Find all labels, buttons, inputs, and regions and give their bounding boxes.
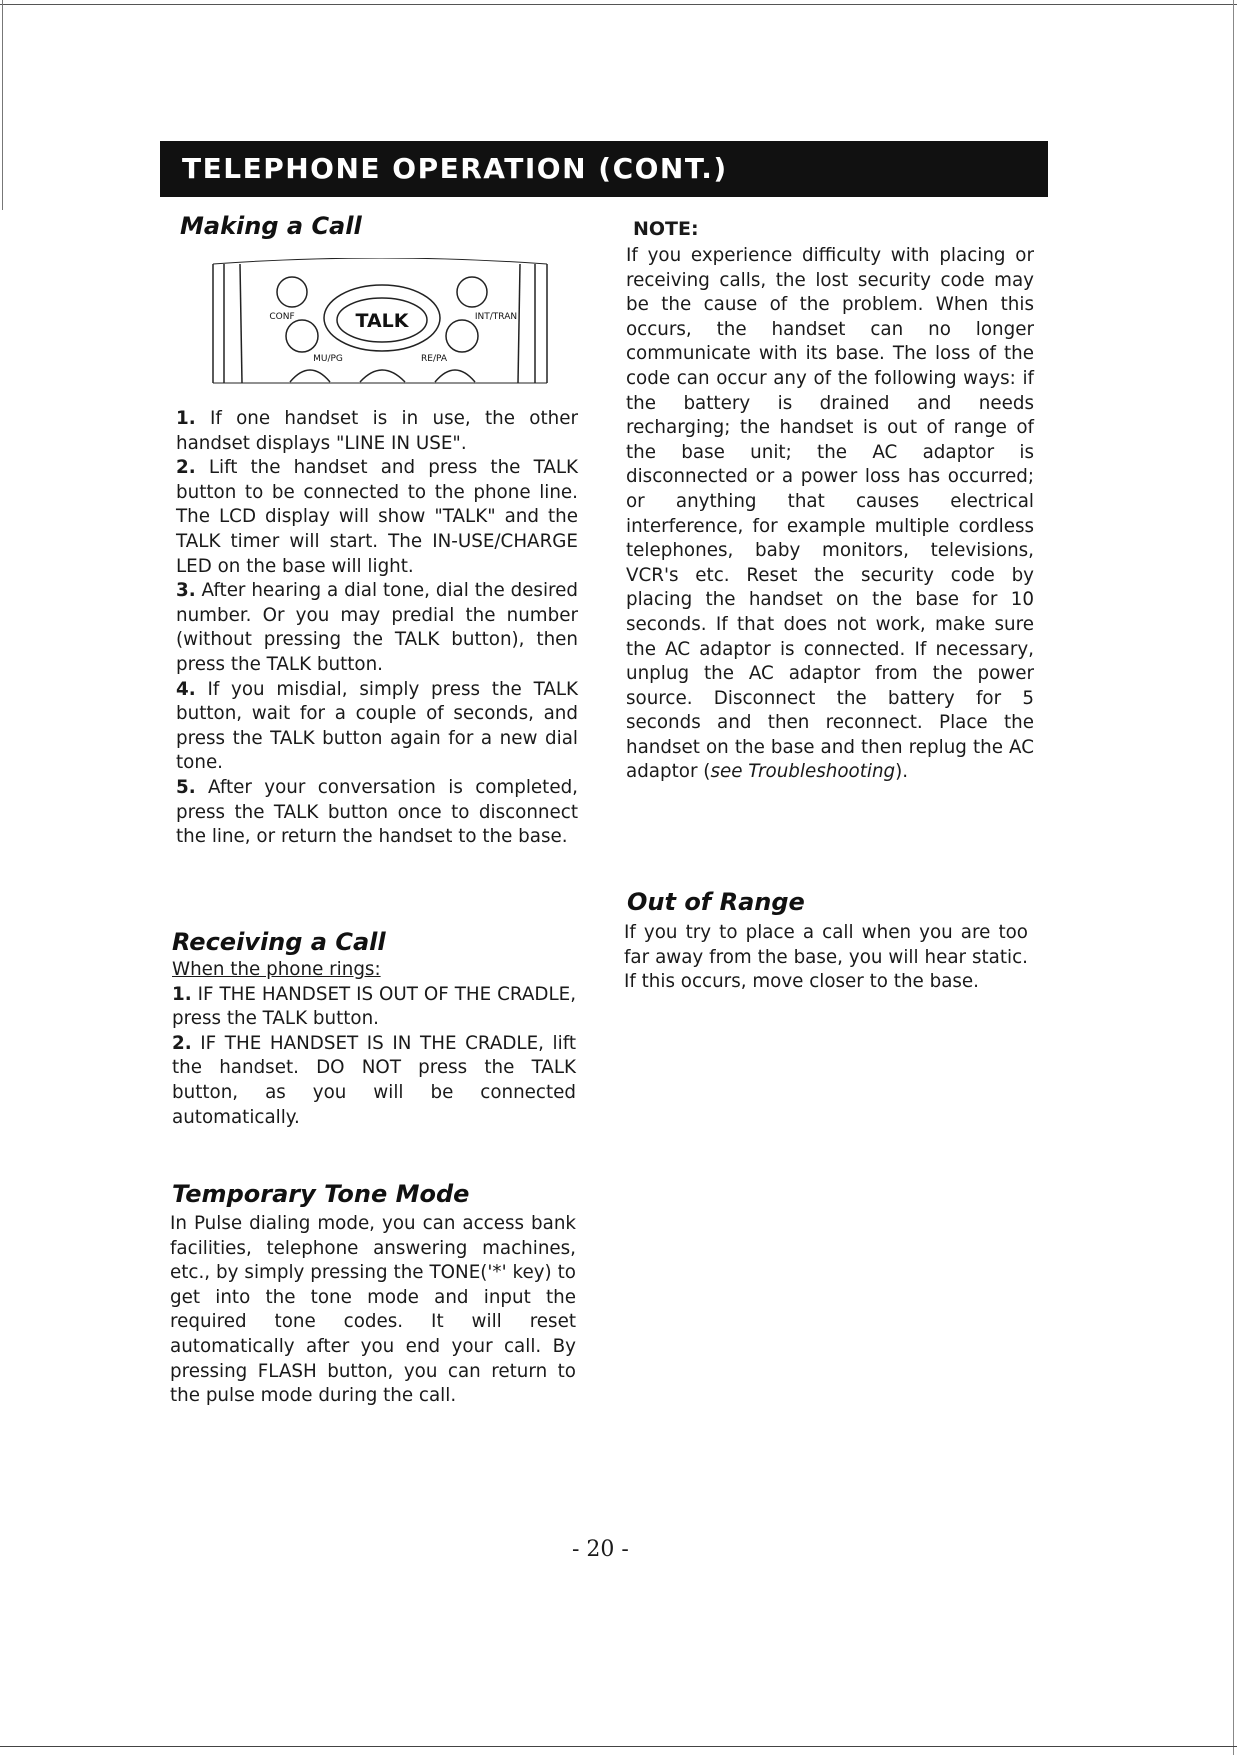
- talk-button-label: TALK: [355, 310, 409, 332]
- out-of-range-body: [624, 921, 1028, 995]
- out-of-range-text: If you try to place a call when you are too far away from the base, you will hear static. If this occurs, move closer to the base.: [624, 922, 1028, 993]
- step-number: 2.: [172, 1032, 192, 1054]
- note-text-end: ).: [895, 761, 909, 783]
- step-text: IF THE HANDSET IS IN THE CRADLE, lift the handset. DO NOT press the TALK button, as you will be connected automatically.: [172, 1032, 576, 1128]
- step-text: After your conversation is completed, press the TALK button once to disconnect the line, or return the handset to the base.: [176, 776, 578, 848]
- handset-keypad-diagram: [210, 258, 550, 388]
- receiving-call-title: Receiving a Call: [172, 928, 386, 956]
- receiving-call-step: [172, 1032, 576, 1130]
- making-call-step: [176, 776, 578, 850]
- out-of-range-title: Out of Range: [627, 888, 805, 916]
- step-number: 5.: [176, 776, 196, 798]
- step-text: If you misdial, simply press the TALK button, wait for a couple of seconds, and press the TALK button again for a new dial tone.: [176, 678, 578, 774]
- step-text: If one handset is in use, the other handset displays "LINE IN USE".: [176, 408, 578, 454]
- step-number: 4.: [176, 678, 196, 700]
- re-pa-button-label: RE/PA: [421, 354, 447, 364]
- note-paragraph: [626, 244, 1034, 785]
- note-label: NOTE:: [633, 218, 699, 240]
- step-text: After hearing a dial tone, dial the desired number. Or you may predial the number (without pressing the TALK button), then press the TALK button.: [176, 580, 578, 675]
- making-call-title: Making a Call: [180, 212, 362, 240]
- step-text: IF THE HANDSET IS OUT OF THE CRADLE, press the TALK button.: [172, 983, 576, 1030]
- int-tran-button-label: INT/TRAN: [474, 312, 518, 322]
- scan-border-top: [0, 4, 1237, 5]
- temporary-tone-title: Temporary Tone Mode: [172, 1180, 470, 1208]
- section-banner: TELEPHONE OPERATION (CONT.): [160, 141, 1048, 197]
- making-call-steps: [176, 407, 578, 850]
- making-call-step: [176, 678, 578, 776]
- making-call-step: [176, 407, 578, 456]
- temporary-tone-text: In Pulse dialing mode, you can access bank facilities, telephone answering machines, etc., by simply pressing the TONE('*' key) to get into the tone mode and input the required tone codes. It will reset automatically after you end your call. By pressing FLASH button, you can return to the pulse mode during the call.: [170, 1213, 576, 1407]
- making-call-step: [176, 456, 578, 579]
- note-text: If you experience difficulty with placing or receiving calls, the lost security code may be the cause of the problem. When this occurs, the handset can no longer communicate with its base. The loss of the code can occur any of the following ways: if the battery is drained and needs recharging; the handset is out of range of the base unit; the AC adaptor is disconnected or a power loss has occurred; or anything that causes electrical interference, for example multiple cordless telephones, baby monitors, televisions, VCR's etc. Reset the security code by placing the handset on the base for 10 seconds. If that does not work, make sure the AC adaptor is connected. If necessary, unplug the AC adaptor from the power source. Disconnect the battery for 5 seconds and then reconnect. Place the handset on the base and then replug the AC adaptor (: [626, 245, 1034, 783]
- mu-pg-button-label: MU/PG: [313, 354, 343, 364]
- step-number: 2.: [176, 457, 196, 479]
- step-number: 1.: [172, 983, 192, 1005]
- troubleshooting-reference: see Troubleshooting: [710, 761, 896, 783]
- scan-border-right: [1233, 0, 1234, 1755]
- temporary-tone-body: [170, 1212, 576, 1409]
- receiving-call-step: [172, 983, 576, 1032]
- step-number: 3.: [176, 580, 196, 602]
- step-text: Lift the handset and press the TALK button to be connected to the phone line. The LCD display will show "TALK" and the TALK timer will start. The IN-USE/CHARGE LED on the base will light.: [176, 457, 578, 577]
- scan-border-left: [2, 0, 3, 210]
- receiving-call-subtitle: When the phone rings:: [172, 959, 381, 980]
- receiving-call-body: [172, 958, 576, 1130]
- conf-button-label: CONF: [269, 312, 295, 322]
- step-number: 1.: [176, 408, 196, 429]
- making-call-step: [176, 579, 578, 677]
- scan-border-bottom: [0, 1746, 1237, 1747]
- note-body: [626, 244, 1034, 785]
- page-number: - 20 -: [572, 1537, 629, 1562]
